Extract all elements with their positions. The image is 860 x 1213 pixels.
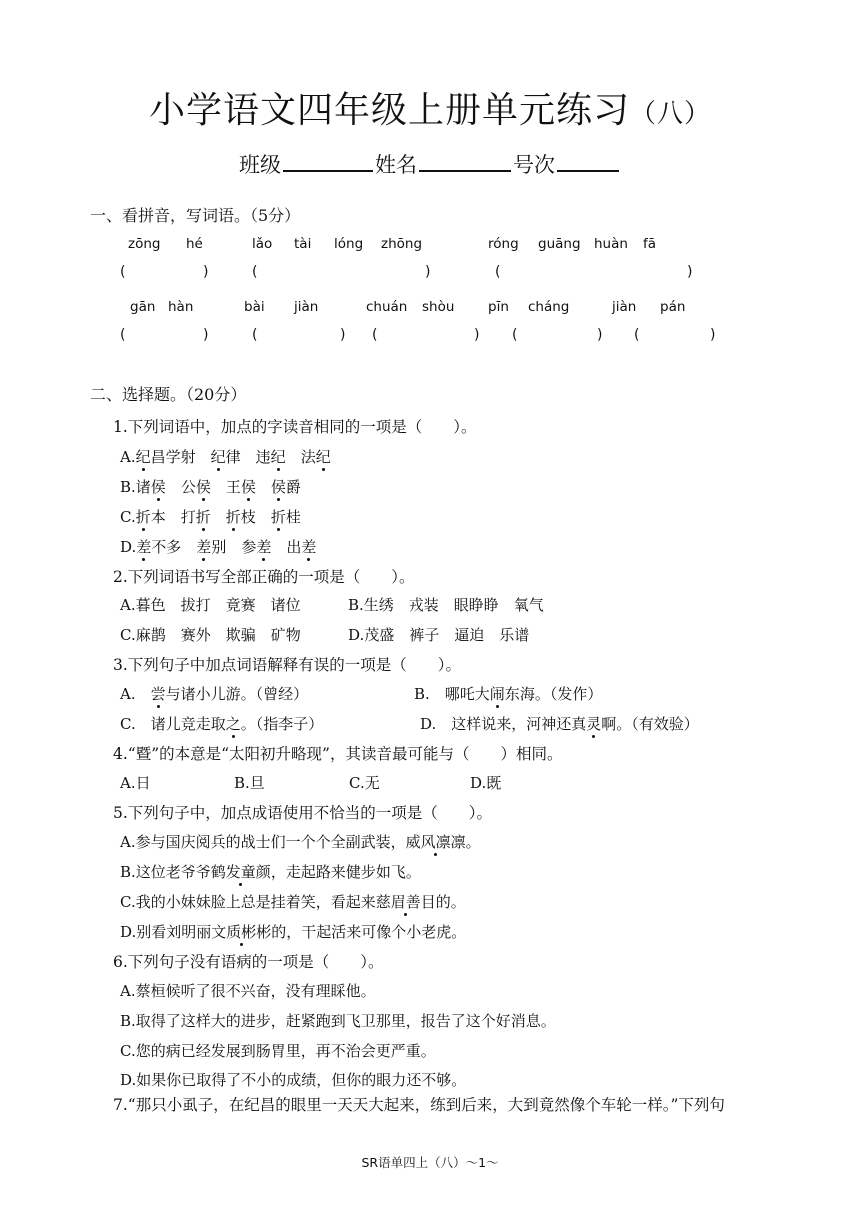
text: 本 打	[150, 508, 196, 526]
name-blank[interactable]	[419, 148, 511, 172]
q3-option-d[interactable]	[420, 713, 699, 734]
text	[211, 508, 226, 526]
text: 与诸小儿游。（曾经）	[165, 685, 309, 703]
dotted-char: 侯	[150, 478, 166, 496]
q1-option-d[interactable]	[120, 536, 316, 557]
dotted-char: 差	[136, 538, 152, 556]
page-footer: SR语单四上（八）～1～	[361, 1155, 499, 1170]
dotted-char: 差	[196, 538, 212, 556]
section2-heading: 二、选择题。（20分）	[90, 385, 247, 404]
student-info-line	[0, 148, 860, 179]
text: 啊。（有效验）	[601, 715, 699, 733]
text: 。	[465, 833, 481, 851]
title-main: 小学语文四年级上册单元练习	[148, 90, 630, 131]
q2-option-c[interactable]: C.麻鹊 赛外 欺骗 矿物	[120, 626, 301, 644]
text: 出	[271, 538, 302, 556]
name-label: 姓名	[375, 153, 417, 177]
dotted-char: 之	[225, 715, 241, 733]
question-2-stem: 2.下列词语书写全部正确的一项是（ ）。	[113, 568, 415, 586]
text: 。（指李子）	[240, 715, 324, 733]
text: B.这位老爷爷	[120, 863, 211, 881]
dotted-char: 差	[301, 538, 317, 556]
text	[256, 478, 271, 496]
pinyin-9: huàn	[594, 236, 628, 252]
dotted-char: 侯	[195, 478, 211, 496]
text: A.	[120, 448, 136, 466]
answer-paren-open: (	[120, 327, 126, 343]
answer-paren-open: (	[252, 327, 258, 343]
pinyin-12: hàn	[168, 299, 194, 315]
pinyin-7: róng	[488, 236, 519, 252]
dotted-char: 侯	[270, 478, 286, 496]
answer-paren-open: (	[120, 264, 126, 280]
text: 律 违	[225, 448, 271, 466]
pinyin-10: fā	[643, 236, 657, 252]
q4-option-b[interactable]: B.旦	[234, 774, 265, 792]
question-4-stem: 4.“暨”的本意是“太阳初升略现”，其读音最可能与（ ）相同。	[113, 745, 563, 763]
class-blank[interactable]	[283, 148, 373, 172]
pinyin-13: bài	[244, 299, 265, 315]
question-7-stem: 7.“那只小虱子，在纪昌的眼里一天天大起来，练到后来，大到竟然像个车轮一样。”下列句	[113, 1096, 725, 1114]
dotted-char: 闹	[489, 685, 505, 703]
class-label: 班级	[239, 153, 281, 177]
answer-paren-close: )	[425, 264, 431, 280]
text: 公	[165, 478, 196, 496]
text: 东海。（发作）	[504, 685, 603, 703]
text: D.	[120, 538, 137, 556]
answer-paren-open: (	[512, 327, 518, 343]
dotted-char: 差	[256, 538, 272, 556]
text: 不多	[151, 538, 197, 556]
answer-paren-open: (	[252, 264, 258, 280]
text: 别 参	[211, 538, 257, 556]
pinyin-5: lóng	[334, 236, 364, 252]
q1-option-c[interactable]	[120, 506, 301, 527]
text: B. 哪吒大	[414, 685, 490, 703]
q4-option-a[interactable]: A.日	[120, 774, 151, 792]
pinyin-16: shòu	[422, 299, 455, 315]
pinyin-17: pīn	[488, 299, 509, 315]
dotted-char: 灵	[586, 715, 602, 733]
answer-paren-close: )	[340, 327, 346, 343]
q6-option-c[interactable]: C.您的病已经发展到肠胃里，再不治会更严重。	[120, 1042, 436, 1060]
dotted-char: 折	[135, 508, 151, 526]
pinyin-15: chuán	[366, 299, 408, 315]
text: C.我的小妹妹脸上总是挂着笑，看起来	[120, 893, 376, 911]
number-blank[interactable]	[557, 148, 619, 172]
q6-option-b[interactable]: B.取得了这样大的进步，赶紧跑到飞卫那里，报告了这个好消息。	[120, 1012, 556, 1030]
q4-option-d[interactable]: D.既	[470, 774, 502, 792]
q5-option-a[interactable]	[120, 831, 481, 852]
q5-option-d[interactable]	[120, 921, 466, 942]
q3-option-a[interactable]	[120, 683, 308, 704]
pinyin-20: pán	[660, 299, 686, 315]
answer-paren-open: (	[372, 327, 378, 343]
text: 王	[210, 478, 241, 496]
text: D.别看刘明丽	[120, 923, 212, 941]
dotted-idiom: 慈眉善目	[375, 893, 436, 911]
question-5-stem: 5.下列句子中，加点成语使用不恰当的一项是（ ）。	[113, 804, 493, 822]
answer-paren-close: )	[687, 264, 693, 280]
dotted-char: 纪	[135, 448, 151, 466]
answer-paren-close: )	[203, 264, 209, 280]
q2-option-b[interactable]: B.生绣 戎装 眼睁睁 氧气	[348, 596, 544, 614]
text: 桂	[285, 508, 301, 526]
dotted-idiom: 鹤发童颜	[210, 863, 271, 881]
text: C. 诸儿竞走取	[120, 715, 226, 733]
text: A.	[120, 685, 151, 703]
dotted-char: 纪	[270, 448, 286, 466]
dotted-char: 纪	[210, 448, 226, 466]
q2-option-d[interactable]: D.茂盛 裤子 逼迫 乐谱	[348, 626, 530, 644]
pinyin-19: jiàn	[612, 299, 637, 315]
section1-heading: 一、看拼音，写词语。（5分）	[90, 206, 301, 225]
text: C.	[120, 508, 136, 526]
pinyin-18: cháng	[528, 299, 570, 315]
page-title	[0, 82, 860, 133]
dotted-char: 尝	[150, 685, 166, 703]
pinyin-1: zōng	[128, 236, 161, 252]
q5-option-b[interactable]	[120, 861, 421, 882]
pinyin-2: hé	[186, 236, 203, 252]
answer-paren-close: )	[474, 327, 480, 343]
dotted-char: 侯	[240, 478, 256, 496]
answer-paren-close: )	[203, 327, 209, 343]
pinyin-6: zhōng	[381, 236, 423, 252]
text: D. 这样说来，河神还真	[420, 715, 587, 733]
text: A.参与国庆阅兵的战士们一个个全副武装，	[120, 833, 406, 851]
answer-paren-open: (	[634, 327, 640, 343]
q5-option-c[interactable]	[120, 891, 466, 912]
answer-paren-close: )	[597, 327, 603, 343]
q4-option-c[interactable]: C.无	[349, 774, 380, 792]
pinyin-4: tài	[294, 236, 312, 252]
question-1-stem: 1.下列词语中，加点的字读音相同的一项是（ ）。	[113, 418, 477, 436]
dotted-char: 折	[225, 508, 241, 526]
pinyin-8: guāng	[538, 236, 581, 252]
text: 爵	[285, 478, 301, 496]
q6-option-d[interactable]: D.如果你已取得了不小的成绩，但你的眼力还不够。	[120, 1071, 467, 1089]
title-suffix: （八）	[630, 99, 712, 129]
dotted-idiom: 威风凛凛	[405, 833, 466, 851]
question-3-stem: 3.下列句子中加点词语解释有误的一项是（ ）。	[113, 656, 462, 674]
dotted-char: 折	[270, 508, 286, 526]
answer-paren-open: (	[495, 264, 501, 280]
q1-option-a[interactable]	[120, 446, 331, 467]
text: 的，干起活来可像个小老虎。	[271, 923, 467, 941]
dotted-char: 折	[195, 508, 211, 526]
text: 枝	[240, 508, 271, 526]
q6-option-a[interactable]: A.蔡桓候听了很不兴奋，没有理睬他。	[120, 982, 376, 1000]
number-label: 号次	[513, 153, 555, 177]
dotted-char: 纪	[315, 448, 331, 466]
text: 的。	[435, 893, 466, 911]
dotted-idiom: 文质彬彬	[211, 923, 272, 941]
pinyin-11: gān	[130, 299, 156, 315]
pinyin-14: jiàn	[294, 299, 319, 315]
q3-option-c[interactable]	[120, 713, 323, 734]
text: 法	[285, 448, 316, 466]
q1-option-b[interactable]	[120, 476, 301, 497]
text: 昌学射	[150, 448, 211, 466]
question-6-stem: 6.下列句子没有语病的一项是（ ）。	[113, 953, 384, 971]
pinyin-3: lǎo	[252, 236, 273, 252]
text: B.诸	[120, 478, 151, 496]
answer-paren-close: )	[710, 327, 716, 343]
q3-option-b[interactable]	[414, 683, 602, 704]
text: ，走起路来健步如飞。	[270, 863, 421, 881]
q2-option-a[interactable]: A.暮色 拔打 竟赛 诸位	[120, 596, 301, 614]
